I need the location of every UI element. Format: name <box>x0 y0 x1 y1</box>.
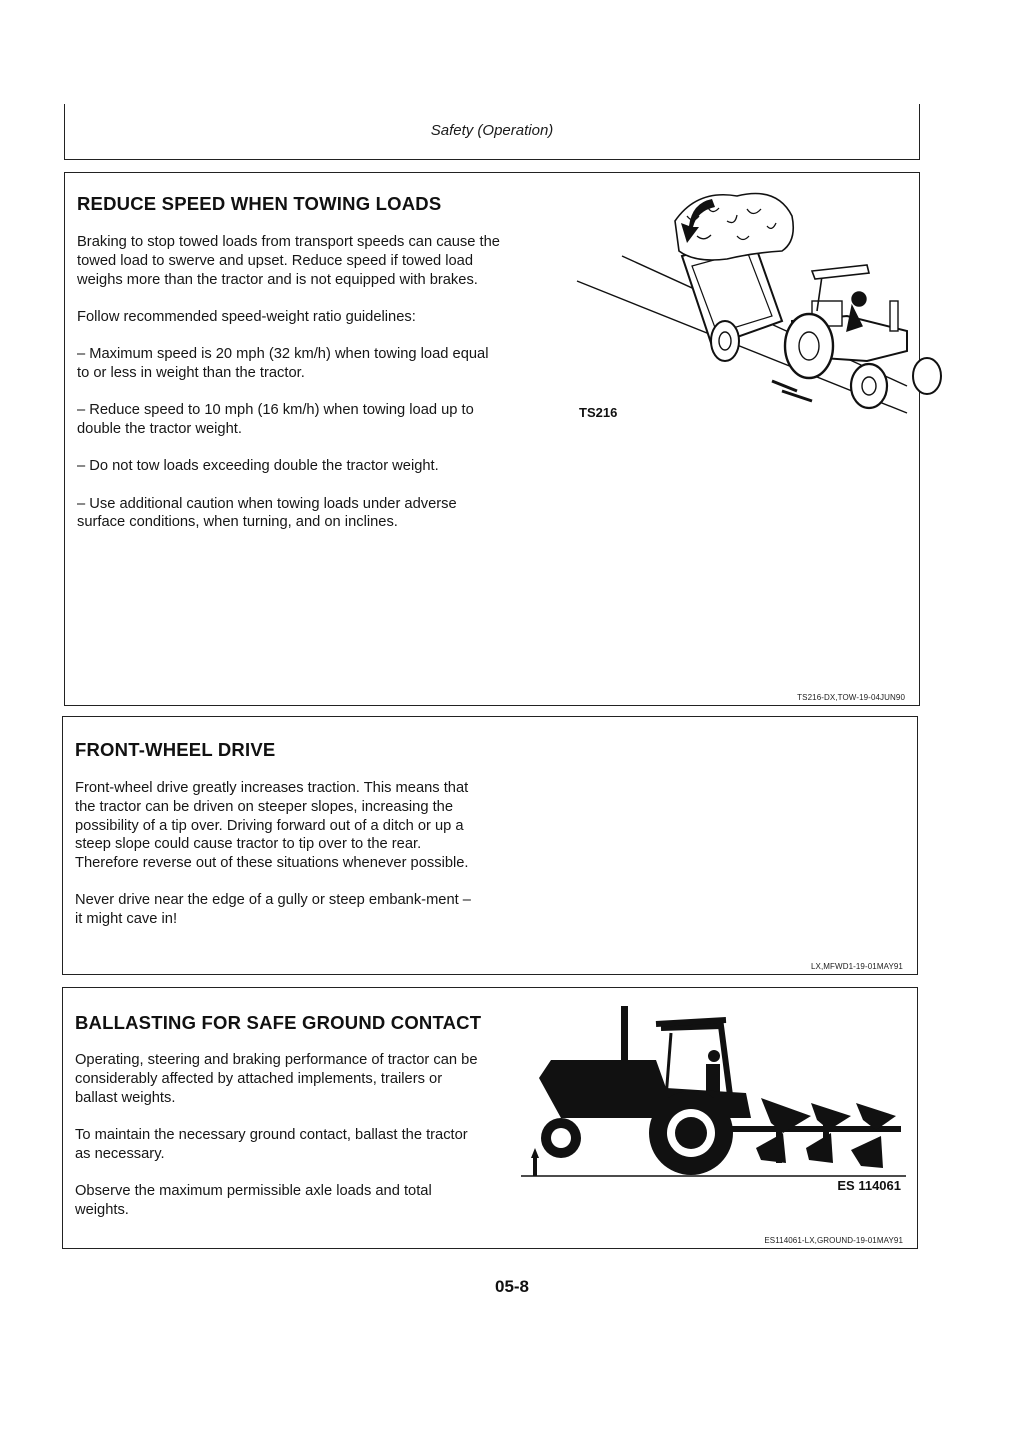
header-title: Safety (Operation) <box>430 122 554 139</box>
page-header <box>64 104 920 160</box>
figure-label: TS216 <box>579 405 618 420</box>
section-front-wheel-drive <box>62 716 918 975</box>
section-body <box>75 1051 485 1238</box>
paragraph: Front-wheel drive greatly increases traction. This means that the tractor can be driven on steeper slopes, increasing the possibility of a tip over. Driving forward out of a ditch or up a steep slope could cause tractor to tip over to the rear. Therefore reverse out of these situations whenever possible. <box>75 780 469 872</box>
section-ballasting <box>62 987 918 1249</box>
page-number: 05-8 <box>494 1277 530 1296</box>
section-title: REDUCE SPEED WHEN TOWING LOADS <box>77 193 442 214</box>
section-title: BALLASTING FOR SAFE GROUND CONTACT <box>75 1012 482 1033</box>
section-title: FRONT-WHEEL DRIVE <box>75 739 276 760</box>
paragraph: Observe the maximum permissible axle loads and total weights. <box>75 1182 432 1218</box>
tractor-towing-wagon-icon <box>577 181 917 421</box>
paragraph: – Do not tow loads exceeding double the tractor weight. <box>77 458 439 475</box>
paragraph: – Reduce speed to 10 mph (16 km/h) when towing load up to double the tractor weight. <box>77 402 474 438</box>
paragraph: To maintain the necessary ground contact, ballast the tractor as necessary. <box>75 1126 468 1162</box>
section-reduce-speed <box>64 172 920 706</box>
reference-code: ES114061-LX,GROUND-19-01MAY91 <box>764 1236 903 1245</box>
figure-label: ES 114061 <box>837 1178 901 1193</box>
paragraph: Braking to stop towed loads from transport speeds can cause the towed load to swerve and upset. Reduce speed if towed load weighs more than the tractor and is not equipped with brakes. <box>77 234 500 288</box>
paragraph: Follow recommended speed-weight ratio guidelines: <box>77 308 416 325</box>
paragraph: – Use additional caution when towing loads under adverse surface conditions, when turning, and on inclines. <box>77 495 457 531</box>
reference-code: LX,MFWD1-19-01MAY91 <box>810 962 903 971</box>
paragraph: – Maximum speed is 20 mph (32 km/h) when towing load equal to or less in weight than the tractor. <box>77 346 489 381</box>
tractor-with-plow-icon <box>521 998 911 1178</box>
section-body <box>75 779 475 948</box>
section-body <box>77 233 502 551</box>
paragraph: Operating, steering and braking performance of tractor can be considerably affected by attached implements, trailers or ballast weights. <box>75 1052 478 1106</box>
reference-code: TS216-DX,TOW-19-04JUN90 <box>797 693 905 702</box>
paragraph: Never drive near the edge of a gully or steep embank-ment – it might cave in! <box>75 892 471 928</box>
